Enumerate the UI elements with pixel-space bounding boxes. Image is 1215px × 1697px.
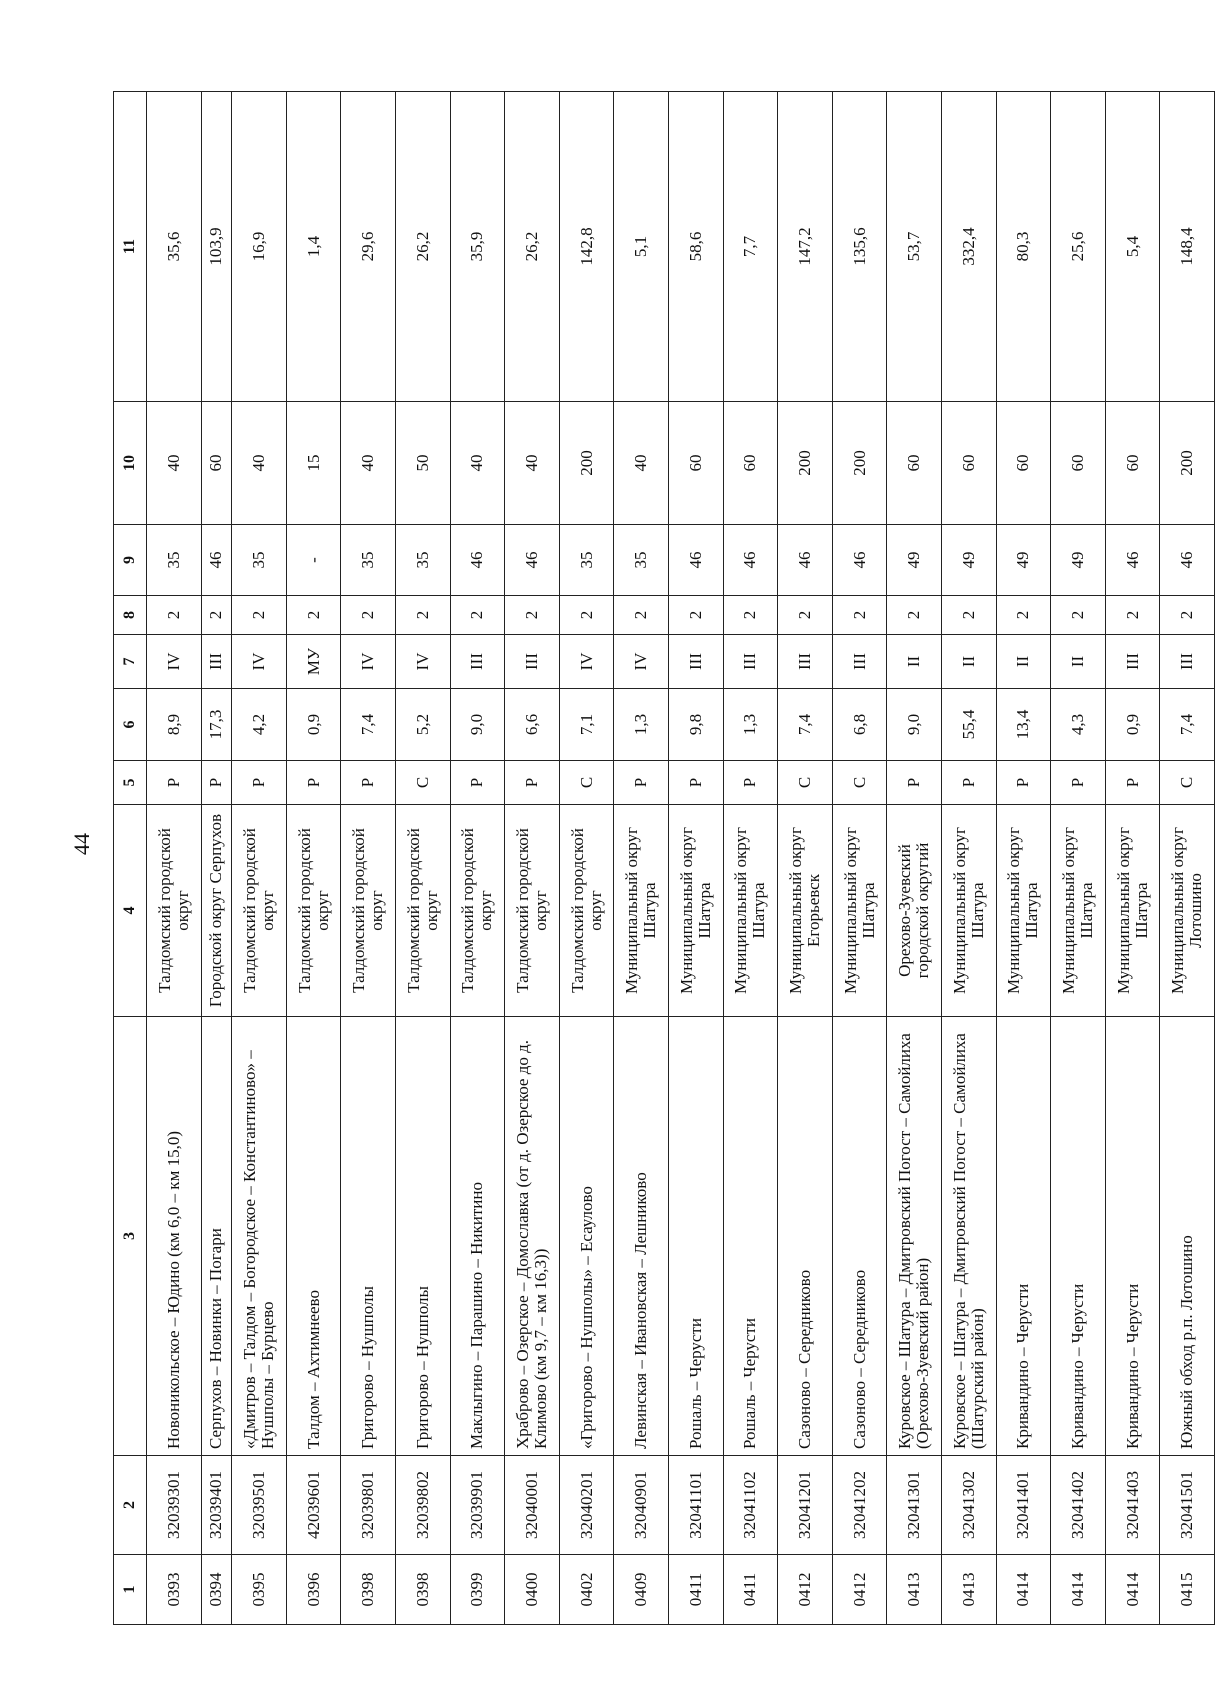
route-number-cell: 0413 xyxy=(887,1555,942,1625)
table-row xyxy=(1105,92,1160,1625)
length-km-cell: 9,0 xyxy=(450,689,505,761)
table-row xyxy=(559,92,614,1625)
page-number: 44 xyxy=(69,833,94,855)
road-type-cell: Р xyxy=(201,761,232,805)
col-11-cell: 53,7 xyxy=(887,92,942,402)
lanes-cell: 2 xyxy=(559,596,614,635)
col-10-cell: 60 xyxy=(1105,402,1160,525)
col-10-cell: 15 xyxy=(286,402,341,525)
col-10-cell: 60 xyxy=(723,402,778,525)
lanes-cell: 2 xyxy=(1051,596,1106,635)
col-10-cell: 60 xyxy=(996,402,1051,525)
road-name-cell: Сазоново – Середниково xyxy=(778,1017,833,1456)
category-cell: III xyxy=(505,635,560,689)
municipality-cell: Муниципальный округ Шатура xyxy=(996,805,1051,1017)
rotated-table-frame xyxy=(113,92,1215,1625)
col-10-cell: 200 xyxy=(832,402,887,525)
municipality-cell: Муниципальный округ Шатура xyxy=(614,805,669,1017)
road-name-cell: «Григорово – Нушполы» – Есаулово xyxy=(559,1017,614,1456)
col-9-cell: 35 xyxy=(396,525,451,596)
lanes-cell: 2 xyxy=(996,596,1051,635)
col-9-cell: 46 xyxy=(723,525,778,596)
road-name-cell: Куровское – Шатура – Дмитровский Погост – Самойлиха (Шатурский район) xyxy=(941,1017,996,1456)
road-code-cell: 32041402 xyxy=(1051,1456,1106,1555)
column-header-2: 2 xyxy=(114,1456,147,1555)
road-name-cell: Рошаль – Черусти xyxy=(723,1017,778,1456)
length-km-cell: 0,9 xyxy=(1105,689,1160,761)
col-11-cell: 103,9 xyxy=(201,92,232,402)
col-9-cell: 46 xyxy=(201,525,232,596)
lanes-cell: 2 xyxy=(396,596,451,635)
category-cell: МУ xyxy=(286,635,341,689)
road-code-cell: 32039801 xyxy=(341,1456,396,1555)
lanes-cell: 2 xyxy=(1160,596,1215,635)
col-9-cell: 35 xyxy=(341,525,396,596)
route-number-cell: 0395 xyxy=(232,1555,287,1625)
length-km-cell: 7,4 xyxy=(778,689,833,761)
road-type-cell: Р xyxy=(147,761,202,805)
municipality-cell: Городской округ Серпухов xyxy=(201,805,232,1017)
category-cell: III xyxy=(723,635,778,689)
col-11-cell: 29,6 xyxy=(341,92,396,402)
road-code-cell: 32040901 xyxy=(614,1456,669,1555)
col-9-cell: 35 xyxy=(232,525,287,596)
roads-table xyxy=(113,91,1215,1625)
road-type-cell: Р xyxy=(1105,761,1160,805)
lanes-cell: 2 xyxy=(832,596,887,635)
road-code-cell: 32041401 xyxy=(996,1456,1051,1555)
road-code-cell: 32041202 xyxy=(832,1456,887,1555)
col-11-cell: 5,4 xyxy=(1105,92,1160,402)
col-10-cell: 200 xyxy=(778,402,833,525)
header-row xyxy=(114,92,147,1625)
road-code-cell: 32041501 xyxy=(1160,1456,1215,1555)
route-number-cell: 0411 xyxy=(723,1555,778,1625)
length-km-cell: 6,6 xyxy=(505,689,560,761)
col-11-cell: 58,6 xyxy=(668,92,723,402)
table-row xyxy=(201,92,232,1625)
category-cell: III xyxy=(668,635,723,689)
category-cell: II xyxy=(887,635,942,689)
road-type-cell: С xyxy=(832,761,887,805)
col-9-cell: 49 xyxy=(941,525,996,596)
col-9-cell: 46 xyxy=(450,525,505,596)
length-km-cell: 1,3 xyxy=(723,689,778,761)
road-code-cell: 42039601 xyxy=(286,1456,341,1555)
col-11-cell: 35,9 xyxy=(450,92,505,402)
municipality-cell: Муниципальный округ Егорьевск xyxy=(778,805,833,1017)
lanes-cell: 2 xyxy=(232,596,287,635)
table-row xyxy=(232,92,287,1625)
table-row xyxy=(996,92,1051,1625)
road-code-cell: 32041302 xyxy=(941,1456,996,1555)
road-code-cell: 32040201 xyxy=(559,1456,614,1555)
municipality-cell: Орехово-Зуевский городской округий xyxy=(887,805,942,1017)
road-code-cell: 32039401 xyxy=(201,1456,232,1555)
col-11-cell: 1,4 xyxy=(286,92,341,402)
road-type-cell: С xyxy=(1160,761,1215,805)
lanes-cell: 2 xyxy=(505,596,560,635)
lanes-cell: 2 xyxy=(887,596,942,635)
col-11-cell: 16,9 xyxy=(232,92,287,402)
road-name-cell: Маклыгино – Парашино – Никитино xyxy=(450,1017,505,1456)
road-name-cell: Храброво – Озерское – Домославка (от д. Озерское до д. Климово (км 9,7 – км 16,3)) xyxy=(505,1017,560,1456)
col-9-cell: 46 xyxy=(668,525,723,596)
road-code-cell: 32041301 xyxy=(887,1456,942,1555)
road-name-cell: Южный обход р.п. Лотошино xyxy=(1160,1017,1215,1456)
municipality-cell: Талдомский городской округ xyxy=(341,805,396,1017)
col-9-cell: 46 xyxy=(505,525,560,596)
length-km-cell: 9,0 xyxy=(887,689,942,761)
lanes-cell: 2 xyxy=(147,596,202,635)
col-10-cell: 60 xyxy=(668,402,723,525)
road-type-cell: Р xyxy=(941,761,996,805)
road-code-cell: 32041102 xyxy=(723,1456,778,1555)
route-number-cell: 0398 xyxy=(341,1555,396,1625)
category-cell: III xyxy=(778,635,833,689)
route-number-cell: 0400 xyxy=(505,1555,560,1625)
road-name-cell: Кривандино – Черусти xyxy=(1105,1017,1160,1456)
road-name-cell: Кривандино – Черусти xyxy=(996,1017,1051,1456)
road-code-cell: 32041101 xyxy=(668,1456,723,1555)
length-km-cell: 6,8 xyxy=(832,689,887,761)
length-km-cell: 0,9 xyxy=(286,689,341,761)
category-cell: IV xyxy=(341,635,396,689)
lanes-cell: 2 xyxy=(778,596,833,635)
category-cell: II xyxy=(1051,635,1106,689)
category-cell: IV xyxy=(232,635,287,689)
length-km-cell: 13,4 xyxy=(996,689,1051,761)
category-cell: II xyxy=(996,635,1051,689)
table-row xyxy=(668,92,723,1625)
route-number-cell: 0414 xyxy=(996,1555,1051,1625)
table-row xyxy=(832,92,887,1625)
col-11-cell: 148,4 xyxy=(1160,92,1215,402)
col-9-cell: 35 xyxy=(147,525,202,596)
length-km-cell: 7,4 xyxy=(1160,689,1215,761)
col-11-cell: 25,6 xyxy=(1051,92,1106,402)
category-cell: IV xyxy=(614,635,669,689)
road-type-cell: Р xyxy=(1051,761,1106,805)
route-number-cell: 0414 xyxy=(1105,1555,1160,1625)
lanes-cell: 2 xyxy=(614,596,669,635)
length-km-cell: 7,4 xyxy=(341,689,396,761)
municipality-cell: Муниципальный округ Шатура xyxy=(668,805,723,1017)
table-row xyxy=(147,92,202,1625)
municipality-cell: Талдомский городской округ xyxy=(505,805,560,1017)
road-name-cell: Григорово – Нушполы xyxy=(341,1017,396,1456)
col-10-cell: 200 xyxy=(559,402,614,525)
lanes-cell: 2 xyxy=(668,596,723,635)
route-number-cell: 0413 xyxy=(941,1555,996,1625)
column-header-6: 6 xyxy=(114,689,147,761)
column-header-5: 5 xyxy=(114,761,147,805)
category-cell: IV xyxy=(396,635,451,689)
column-header-10: 10 xyxy=(114,402,147,525)
road-code-cell: 32041403 xyxy=(1105,1456,1160,1555)
col-11-cell: 7,7 xyxy=(723,92,778,402)
col-10-cell: 60 xyxy=(941,402,996,525)
col-10-cell: 200 xyxy=(1160,402,1215,525)
route-number-cell: 0409 xyxy=(614,1555,669,1625)
lanes-cell: 2 xyxy=(723,596,778,635)
route-number-cell: 0402 xyxy=(559,1555,614,1625)
table-row xyxy=(341,92,396,1625)
municipality-cell: Талдомский городской округ xyxy=(559,805,614,1017)
road-type-cell: Р xyxy=(887,761,942,805)
road-name-cell: Новоникольское – Юдино (км 6,0 – км 15,0) xyxy=(147,1017,202,1456)
route-number-cell: 0393 xyxy=(147,1555,202,1625)
road-type-cell: С xyxy=(559,761,614,805)
road-name-cell: Куровское – Шатура – Дмитровский Погост – Самойлиха (Орехово-Зуевский район) xyxy=(887,1017,942,1456)
road-type-cell: Р xyxy=(614,761,669,805)
route-number-cell: 0396 xyxy=(286,1555,341,1625)
lanes-cell: 2 xyxy=(1105,596,1160,635)
col-9-cell: - xyxy=(286,525,341,596)
table-row xyxy=(614,92,669,1625)
road-type-cell: Р xyxy=(450,761,505,805)
route-number-cell: 0399 xyxy=(450,1555,505,1625)
length-km-cell: 4,3 xyxy=(1051,689,1106,761)
road-type-cell: С xyxy=(778,761,833,805)
road-type-cell: Р xyxy=(286,761,341,805)
road-type-cell: С xyxy=(396,761,451,805)
col-10-cell: 40 xyxy=(505,402,560,525)
col-11-cell: 26,2 xyxy=(396,92,451,402)
municipality-cell: Талдомский городской округ xyxy=(232,805,287,1017)
category-cell: III xyxy=(450,635,505,689)
lanes-cell: 2 xyxy=(201,596,232,635)
road-name-cell: «Дмитров – Талдом – Богородское – Константиново» – Нушполы – Бурцево xyxy=(232,1017,287,1456)
col-9-cell: 46 xyxy=(832,525,887,596)
col-11-cell: 5,1 xyxy=(614,92,669,402)
route-number-cell: 0414 xyxy=(1051,1555,1106,1625)
length-km-cell: 17,3 xyxy=(201,689,232,761)
municipality-cell: Муниципальный округ Шатура xyxy=(1051,805,1106,1017)
length-km-cell: 55,4 xyxy=(941,689,996,761)
length-km-cell: 9,8 xyxy=(668,689,723,761)
road-code-cell: 32039501 xyxy=(232,1456,287,1555)
category-cell: IV xyxy=(147,635,202,689)
municipality-cell: Талдомский городской округ xyxy=(450,805,505,1017)
municipality-cell: Муниципальный округ Шатура xyxy=(832,805,887,1017)
municipality-cell: Муниципальный округ Лотошино xyxy=(1160,805,1215,1017)
road-name-cell: Григорово – Нушполы xyxy=(396,1017,451,1456)
col-10-cell: 40 xyxy=(232,402,287,525)
municipality-cell: Муниципальный округ Шатура xyxy=(723,805,778,1017)
category-cell: II xyxy=(941,635,996,689)
col-11-cell: 142,8 xyxy=(559,92,614,402)
col-9-cell: 46 xyxy=(1105,525,1160,596)
column-header-9: 9 xyxy=(114,525,147,596)
table-row xyxy=(778,92,833,1625)
municipality-cell: Талдомский городской округ xyxy=(147,805,202,1017)
lanes-cell: 2 xyxy=(286,596,341,635)
road-code-cell: 32041201 xyxy=(778,1456,833,1555)
table-row xyxy=(887,92,942,1625)
column-header-1: 1 xyxy=(114,1555,147,1625)
route-number-cell: 0412 xyxy=(832,1555,887,1625)
column-header-11: 11 xyxy=(114,92,147,402)
col-11-cell: 332,4 xyxy=(941,92,996,402)
col-9-cell: 35 xyxy=(614,525,669,596)
col-10-cell: 60 xyxy=(201,402,232,525)
category-cell: III xyxy=(832,635,887,689)
table-row xyxy=(286,92,341,1625)
municipality-cell: Талдомский городской округ xyxy=(396,805,451,1017)
length-km-cell: 1,3 xyxy=(614,689,669,761)
road-name-cell: Серпухов – Новинки – Погари xyxy=(201,1017,232,1456)
column-header-7: 7 xyxy=(114,635,147,689)
table-row xyxy=(941,92,996,1625)
category-cell: IV xyxy=(559,635,614,689)
col-9-cell: 49 xyxy=(1051,525,1106,596)
municipality-cell: Талдомский городской округ xyxy=(286,805,341,1017)
col-9-cell: 46 xyxy=(1160,525,1215,596)
route-number-cell: 0415 xyxy=(1160,1555,1215,1625)
table-row xyxy=(1160,92,1215,1625)
column-header-8: 8 xyxy=(114,596,147,635)
length-km-cell: 7,1 xyxy=(559,689,614,761)
road-name-cell: Левинская – Ивановская – Лешниково xyxy=(614,1017,669,1456)
lanes-cell: 2 xyxy=(450,596,505,635)
category-cell: III xyxy=(201,635,232,689)
col-11-cell: 26,2 xyxy=(505,92,560,402)
road-code-cell: 32039901 xyxy=(450,1456,505,1555)
route-number-cell: 0394 xyxy=(201,1555,232,1625)
col-9-cell: 46 xyxy=(778,525,833,596)
col-10-cell: 40 xyxy=(341,402,396,525)
col-9-cell: 49 xyxy=(887,525,942,596)
road-type-cell: Р xyxy=(505,761,560,805)
road-code-cell: 32040001 xyxy=(505,1456,560,1555)
road-name-cell: Сазоново – Середниково xyxy=(832,1017,887,1456)
road-type-cell: Р xyxy=(341,761,396,805)
col-10-cell: 60 xyxy=(1051,402,1106,525)
column-header-4: 4 xyxy=(114,805,147,1017)
col-9-cell: 35 xyxy=(559,525,614,596)
road-code-cell: 32039301 xyxy=(147,1456,202,1555)
length-km-cell: 4,2 xyxy=(232,689,287,761)
length-km-cell: 8,9 xyxy=(147,689,202,761)
road-type-cell: Р xyxy=(996,761,1051,805)
category-cell: III xyxy=(1105,635,1160,689)
col-11-cell: 147,2 xyxy=(778,92,833,402)
road-code-cell: 32039802 xyxy=(396,1456,451,1555)
table-row xyxy=(505,92,560,1625)
municipality-cell: Муниципальный округ Шатура xyxy=(941,805,996,1017)
road-type-cell: Р xyxy=(668,761,723,805)
route-number-cell: 0398 xyxy=(396,1555,451,1625)
road-name-cell: Рошаль – Черусти xyxy=(668,1017,723,1456)
road-name-cell: Кривандино – Черусти xyxy=(1051,1017,1106,1456)
category-cell: III xyxy=(1160,635,1215,689)
table-container xyxy=(113,92,1215,1625)
road-type-cell: Р xyxy=(232,761,287,805)
route-number-cell: 0411 xyxy=(668,1555,723,1625)
column-header-3: 3 xyxy=(114,1017,147,1456)
col-11-cell: 80,3 xyxy=(996,92,1051,402)
col-10-cell: 40 xyxy=(614,402,669,525)
road-type-cell: Р xyxy=(723,761,778,805)
lanes-cell: 2 xyxy=(941,596,996,635)
col-11-cell: 35,6 xyxy=(147,92,202,402)
col-10-cell: 40 xyxy=(450,402,505,525)
lanes-cell: 2 xyxy=(341,596,396,635)
col-11-cell: 135,6 xyxy=(832,92,887,402)
col-10-cell: 60 xyxy=(887,402,942,525)
col-10-cell: 50 xyxy=(396,402,451,525)
length-km-cell: 5,2 xyxy=(396,689,451,761)
table-row xyxy=(723,92,778,1625)
col-9-cell: 49 xyxy=(996,525,1051,596)
table-row xyxy=(1051,92,1106,1625)
table-row xyxy=(396,92,451,1625)
col-10-cell: 40 xyxy=(147,402,202,525)
route-number-cell: 0412 xyxy=(778,1555,833,1625)
table-row xyxy=(450,92,505,1625)
road-name-cell: Талдом – Ахтимнеево xyxy=(286,1017,341,1456)
municipality-cell: Муниципальный округ Шатура xyxy=(1105,805,1160,1017)
